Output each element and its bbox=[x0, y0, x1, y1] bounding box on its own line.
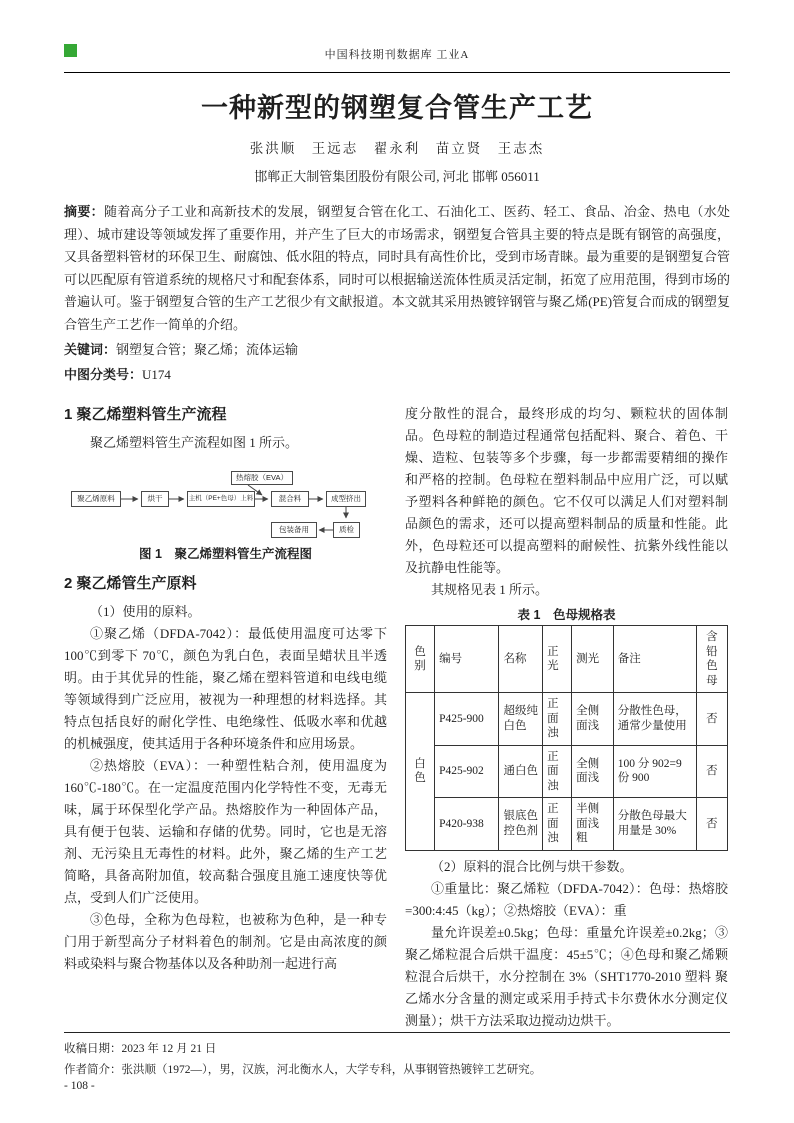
table-cell: 银底色控色剂 bbox=[499, 798, 543, 851]
para-weight-ratio: ①重量比：聚乙烯粒（DFDA-7042）：色母：热熔胶=300:4:45（kg）；②热熔胶（EVA）：重 bbox=[405, 880, 728, 918]
table-cell: 否 bbox=[696, 745, 727, 798]
table-row bbox=[406, 693, 728, 746]
keywords-block bbox=[64, 338, 730, 361]
table-row bbox=[406, 798, 728, 851]
table-cell: 通白色 bbox=[499, 745, 543, 798]
table-cell: 全侧面浅 bbox=[572, 693, 614, 746]
para-mixing-ratio-intro: （2）原料的混合比例与烘干参数。 bbox=[431, 858, 633, 874]
received-date-line: 收稿日期：2023 年 12 月 21 日 bbox=[64, 1043, 217, 1055]
table-header-row bbox=[406, 626, 728, 693]
table-cell: 超级纯白色 bbox=[499, 693, 543, 746]
table-header-cell: 色别 bbox=[406, 626, 435, 693]
para-spec-intro: 其规格见表 1 所示。 bbox=[431, 582, 549, 597]
flow-node-mixing: 混合料 bbox=[271, 491, 309, 507]
table-cell: P425-902 bbox=[435, 745, 499, 798]
para-polyethylene: ①聚乙烯（DFDA-7042）：最低使用温度可达零下100℃到零下 70℃，颜色为乳白色，表面呈蜡状且半透明。由于其优异的性能，聚乙烯在塑料管道和电线电缆等领域得到广泛应用，被视为一种理想的材料选择。其特点包括良好的耐化学性、电绝缘性、低吸水率和优越的机械强度，使其适用于各种环境条件和应用场景。 bbox=[64, 626, 387, 751]
left-column bbox=[64, 401, 387, 1032]
table-cell: 正面浊 bbox=[543, 745, 572, 798]
figure-1-caption: 图 1 聚乙烯塑料管生产流程图 bbox=[139, 547, 312, 561]
para-colorant-masterbatch-right: 度分散性的混合，最终形成的均匀、颗粒状的固体制品。色母粒的制造过程通常包括配料、聚合、着色、干燥、造粒、包装等多个步骤，每一步都需要精细的操作和严格的控制。色母粒在塑料制品中应用广泛，可以赋予塑料各种鲜艳的颜色。它不仅可以满足人们对塑料制品颜色的需求，还可以提高塑料制品的质量和性能。此外，色母粒还可以提高塑料的耐候性、抗紫外线性能以及抗静电性能等。 bbox=[405, 406, 728, 575]
para-drying-params: 量允许误差±0.5kg；色母：重量允许误差±0.2kg；③聚乙烯粒混合后烘干温度：45±5℃；④色母和聚乙烯颗粒混合后烘干，水分控制在 3%（SHT1770-2010 塑料 聚乙烯水分含量的测定或采用手持式卡尔费休水分测定仪测量）；烘干方法采取边搅动边烘干。 bbox=[405, 924, 728, 1028]
table-cell: 正面浊 bbox=[543, 798, 572, 851]
green-stamp-marker bbox=[64, 44, 77, 57]
table-header-cell: 正光 bbox=[543, 626, 572, 693]
page-number: - 108 - bbox=[64, 1080, 95, 1092]
two-column-body bbox=[64, 401, 730, 1032]
article-title: 一种新型的钢塑复合管生产工艺 bbox=[201, 93, 593, 123]
table-row bbox=[406, 745, 728, 798]
table-cell: P425-900 bbox=[435, 693, 499, 746]
clc-block bbox=[64, 363, 730, 386]
table-cell: 否 bbox=[696, 798, 727, 851]
table-cell: P420-938 bbox=[435, 798, 499, 851]
right-column bbox=[405, 401, 728, 1032]
section-1-intro: 聚乙烯塑料管生产流程如图 1 所示。 bbox=[90, 435, 299, 450]
flow-node-extrusion: 成型挤出 bbox=[326, 491, 366, 507]
flow-node-main-feeder: 主机（PE+色母）上料 bbox=[187, 491, 255, 507]
table-header-cell: 编号 bbox=[435, 626, 499, 693]
clc-value: U174 bbox=[142, 367, 171, 382]
journal-header-text: 中国科技期刊数据库 工业A bbox=[324, 49, 470, 61]
colorant-spec-table bbox=[405, 625, 728, 851]
table-cell: 分散性色母，通常少量使用 bbox=[613, 693, 696, 746]
para-materials-used: （1）使用的原料。 bbox=[90, 604, 201, 619]
para-hot-melt-adhesive: ②热熔胶（EVA）：一种塑性粘合剂，使用温度为160℃-180℃。在一定温度范围内化学特性不变，无毒无味，属于环保型化学产品。热熔胶作为一种固体产品，具有便于包装、运输和存储的优势。同时，它也是无溶剂、无污染且无毒性的材料。此外，聚乙烯的生产工艺简略，具备高附加值，较高黏合强度且施工速度快等优点，受到人们广泛使用。 bbox=[64, 758, 387, 905]
figure-1-flowchart bbox=[68, 462, 373, 540]
table-cell: 正面浊 bbox=[543, 693, 572, 746]
keywords-text: 钢塑复合管；聚乙烯；流体运输 bbox=[116, 342, 299, 357]
affiliation-line: 邯郸正大制管集团股份有限公司, 河北 邯郸 056011 bbox=[254, 169, 540, 184]
table-cell: 半侧面浅粗 bbox=[572, 798, 614, 851]
table-header-cell: 含铅色母 bbox=[696, 626, 727, 693]
table-cell-color-group: 白色 bbox=[406, 693, 435, 851]
flow-node-packaging: 包装备用 bbox=[271, 522, 317, 538]
clc-label: 中图分类号： bbox=[64, 367, 143, 382]
table-cell: 否 bbox=[696, 693, 727, 746]
table-cell: 分散色母最大用量是 30% bbox=[613, 798, 696, 851]
abstract-text: 随着高分子工业和高新技术的发展，钢塑复合管在化工、石油化工、医药、轻工、食品、冶金、热电（水处理）、城市建设等领域发挥了重要作用，并产生了巨大的市场需求，钢塑复合管具主要的特点是既有钢管的高强度，又具备塑料管材的环保卫生、耐腐蚀、低水阻的特点，同时具有高性价比，受到市场青睐。最为重要的是钢塑复合管可以匹配原有管道系统的规格尺寸和配套体系，同时可以根据输送流体性质灵活定制，拓宽了应用范围，得到市场的普遍认可。鉴于钢塑复合管的生产工艺很少有文献报道。本文就其采用热镀锌钢管与聚乙烯(PE)管复合而成的钢塑复合管生产工艺作一简单的介绍。 bbox=[64, 204, 730, 332]
footnote-block bbox=[64, 1032, 730, 1081]
para-colorant-masterbatch-left: ③色母，全称为色母粒，也被称为色种，是一种专门用于新型高分子材料着色的制剂。它是由高浓度的颜料或染料与聚合物基体以及各种助剂一起进行高 bbox=[64, 912, 387, 971]
flow-node-pe-raw-material: 聚乙烯原料 bbox=[71, 491, 121, 507]
authors-line: 张洪顺 王远志 翟永利 苗立贤 王志杰 bbox=[249, 141, 545, 156]
flow-node-inspection: 质检 bbox=[333, 522, 360, 538]
table-header-cell: 名称 bbox=[499, 626, 543, 693]
table-header-cell: 备注 bbox=[613, 626, 696, 693]
section-2-heading: 2 聚乙烯管生产原料 bbox=[64, 575, 197, 592]
table-cell: 全侧面浅 bbox=[572, 745, 614, 798]
abstract-label: 摘要： bbox=[64, 204, 104, 219]
abstract-block bbox=[64, 201, 730, 336]
table-1-caption: 表 1 色母规格表 bbox=[517, 608, 616, 622]
table-cell: 100 分 902=9 份 900 bbox=[613, 745, 696, 798]
author-bio-line: 作者简介：张洪顺（1972—），男，汉族，河北衡水人，大学专科，从事钢管热镀锌工艺研究。 bbox=[64, 1064, 542, 1076]
header-divider bbox=[64, 72, 730, 73]
keywords-label: 关键词： bbox=[64, 342, 117, 357]
section-1-heading: 1 聚乙烯塑料管生产流程 bbox=[64, 406, 227, 423]
table-header-cell: 测光 bbox=[572, 626, 614, 693]
flow-node-drying: 烘干 bbox=[141, 491, 169, 507]
flow-node-eva-adhesive: 热熔胶（EVA） bbox=[231, 471, 293, 485]
